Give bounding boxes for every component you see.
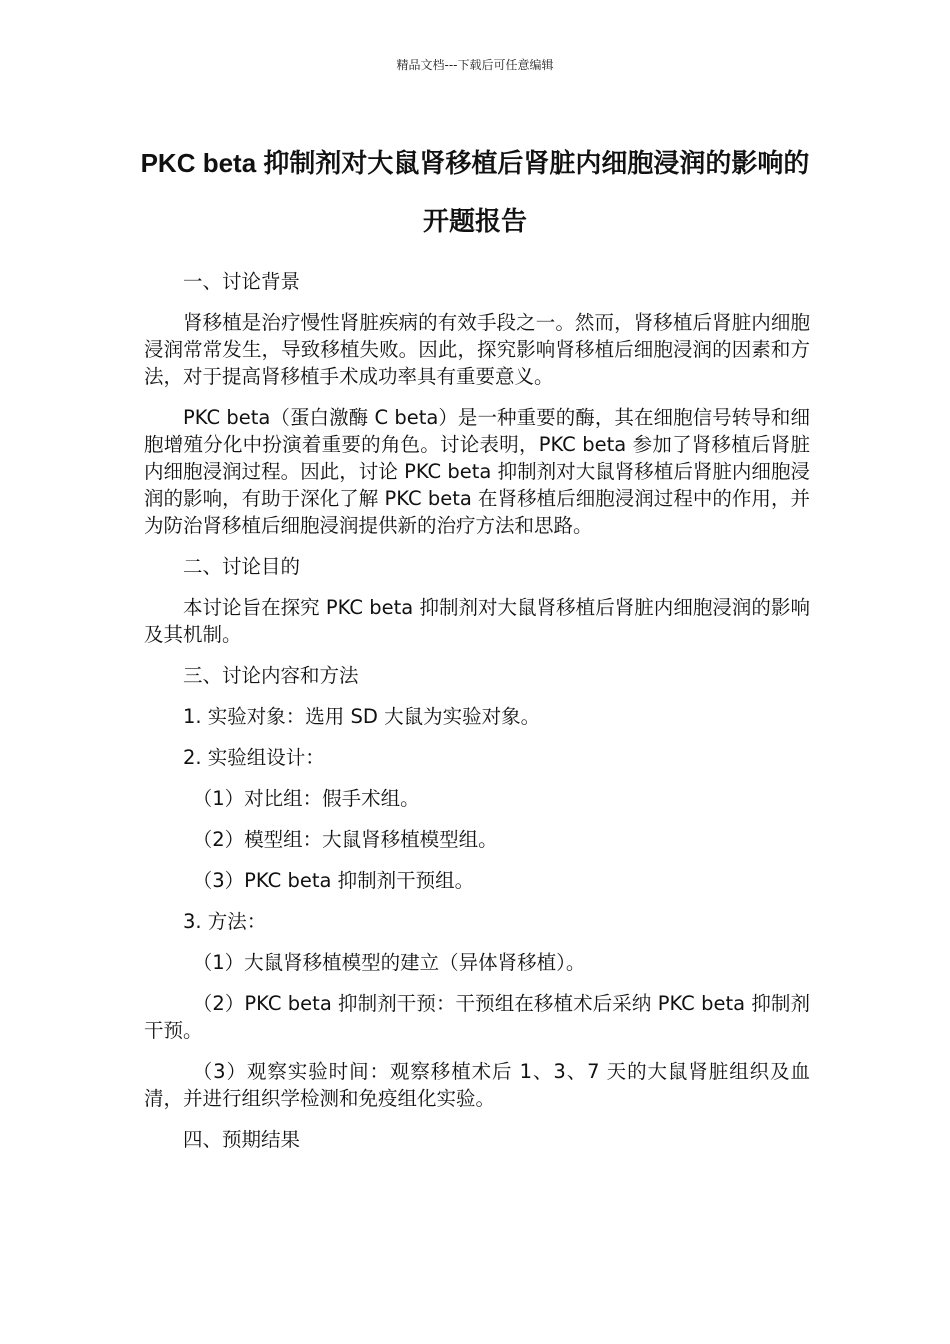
sub-item-control-group: （1）对比组：假手术组。 <box>192 787 420 810</box>
list-item-subjects: 1. 实验对象：选用 SD 大鼠为实验对象。 <box>183 705 541 728</box>
section-heading-expected-results: 四、预期结果 <box>183 1128 301 1151</box>
document-body <box>144 268 810 1167</box>
sub-item-model-group: （2）模型组：大鼠肾移植模型组。 <box>192 828 498 851</box>
paragraph-background-1: 肾移植是治疗慢性肾脏疾病的有效手段之一。然而，肾移植后肾脏内细胞浸润常常发生，导致移植失败。因此，探究影响肾移植后细胞浸润的因素和方法，对于提高肾移植手术成功率具有重要意义。 <box>144 311 810 388</box>
section-heading-background: 一、讨论背景 <box>183 270 301 293</box>
sub-item-inhibitor-intervention: （2）PKC beta 抑制剂干预：干预组在移植术后采纳 PKC beta 抑制剂干预。 <box>144 992 810 1042</box>
paragraph-background-2: PKC beta（蛋白激酶 C beta）是一种重要的酶，其在细胞信号转导和细胞增殖分化中扮演着重要的角色。讨论表明，PKC beta 参加了肾移植后肾脏内细胞浸润过程。因此，讨论 PKC beta 抑制剂对大鼠肾移植后肾脏内细胞浸润的影响，有助于深化了解 PKC beta 在肾移植后细胞浸润过程中的作用，并为防治肾移植后细胞浸润提供新的治疗方法和思路。 <box>144 406 810 537</box>
paragraph-purpose: 本讨论旨在探究 PKC beta 抑制剂对大鼠肾移植后肾脏内细胞浸润的影响及其机制。 <box>144 596 810 646</box>
document-title: PKC beta 抑制剂对大鼠肾移植后肾脏内细胞浸润的影响的开题报告 <box>140 148 810 236</box>
header-note: 精品文档---下载后可任意编辑 <box>396 58 554 72</box>
list-item-group-design: 2. 实验组设计： <box>183 746 325 769</box>
sub-item-inhibitor-group: （3）PKC beta 抑制剂干预组。 <box>192 869 475 892</box>
section-heading-methods: 三、讨论内容和方法 <box>183 664 359 687</box>
list-item-methods: 3. 方法： <box>183 910 267 933</box>
sub-item-observation-time: （3）观察实验时间：观察移植术后 1、3、7 天的大鼠肾脏组织及血清，并进行组织学检测和免疫组化实验。 <box>144 1060 810 1110</box>
sub-item-model-establishment: （1）大鼠肾移植模型的建立（异体肾移植）。 <box>192 951 586 974</box>
section-heading-purpose: 二、讨论目的 <box>183 555 301 578</box>
